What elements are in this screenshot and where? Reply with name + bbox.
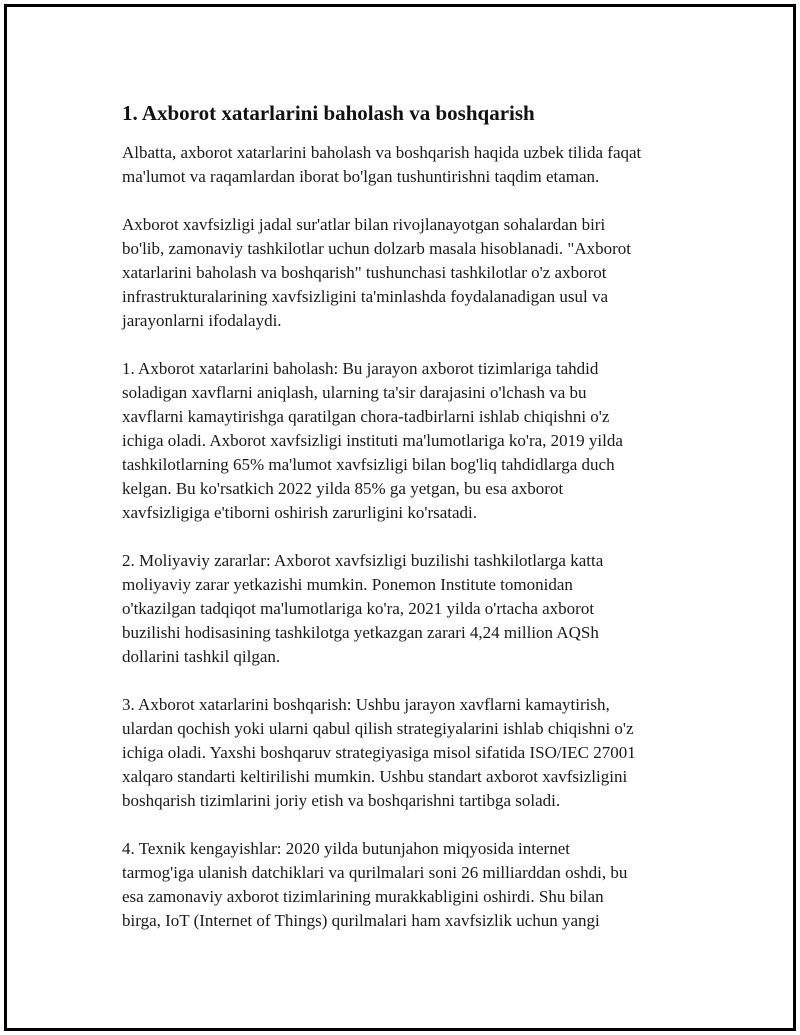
page-frame bbox=[4, 4, 796, 1031]
paragraph-risk-assessment: 1. Axborot xatarlarini baholash: Bu jarayon axborot tizimlariga tahdid soladigan xavflarni aniqlash, ularning ta'sir darajasini o'lchash va bu xavflarni kamaytirishga qaratilgan chora-tadbirlarni ishlab chiqishni o'z ichiga oladi. Axborot xavfsizligi instituti ma'lumotlariga ko'ra, 2019 yilda tashkilotlarning 65% ma'lumot xavfsizligi bilan bog'liq tahdidlarga duch kelgan. Bu ko'rsatkich 2022 yilda 85% ga yetgan, bu esa axborot xavfsizligiga e'tiborni oshirish zarurligini ko'rsatadi. bbox=[122, 359, 623, 522]
paragraph-intro: Albatta, axborot xatarlarini baholash va boshqarish haqida uzbek tilida faqat ma'lumot va raqamlardan iborat bo'lgan tushuntirishni taqdim etaman. bbox=[122, 143, 642, 186]
paragraph-overview: Axborot xavfsizligi jadal sur'atlar bilan rivojlanayotgan sohalardan biri bo'lib, zamonaviy tashkilotlar uchun dolzarb masala hisoblanadi. "Axborot xatarlarini baholash va boshqarish" tushunchasi tashkilotlar o'z axborot infrastrukturalarining xavfsizligini ta'minlashda foydalanadigan usul va jarayonlarni ifodalaydi. bbox=[122, 215, 632, 330]
paragraph-financial-losses: 2. Moliyaviy zararlar: Axborot xavfsizligi buzilishi tashkilotlarga katta moliyaviy zarar yetkazishi mumkin. Ponemon Institute tomonidan o'tkazilgan tadqiqot ma'lumotlariga ko'ra, 2021 yilda o'rtacha axborot buzilishi hodisasining tashkilotga yetkazgan zarari 4,24 million AQSh dollarini tashkil qilgan. bbox=[122, 551, 604, 666]
document-body bbox=[122, 99, 697, 957]
paragraph-risk-management: 3. Axborot xatarlarini boshqarish: Ushbu jarayon xavflarni kamaytirish, ulardan qochish yoki ularni qabul qilish strategiyalarini ishlab chiqishni o'z ichiga oladi. Yaxshi boshqaruv strategiyasiga misol sifatida ISO/IEC 27001 xalqaro standarti keltirilishi mumkin. Ushbu standart axborot xavfsizligini boshqarish tizimlarini joriy etish va boshqarishni tartibga soladi. bbox=[122, 695, 636, 810]
paragraph-technical-expansion: 4. Texnik kengayishlar: 2020 yilda butunjahon miqyosida internet tarmog'iga ulanish datchiklari va qurilmalari soni 26 milliarddan oshdi, bu esa zamonaviy axborot tizimlarining murakkabligini oshirdi. Shu bilan birga, IoT (Internet of Things) qurilmalari ham xavfsizlik uchun yangi bbox=[122, 839, 628, 930]
document-title: 1. Axborot xatarlarini baholash va boshqarish bbox=[122, 101, 535, 125]
